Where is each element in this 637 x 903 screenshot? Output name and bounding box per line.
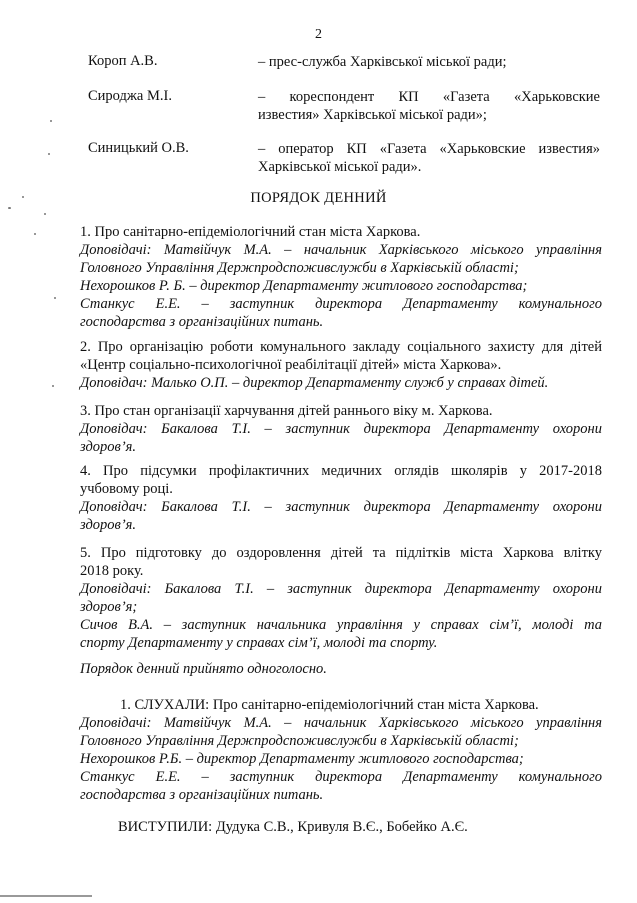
agenda-line: Доповідачі: Матвійчук М.А. – начальник Харківського міського управління [80,242,602,258]
spoke-line: ВИСТУПИЛИ: Дудука С.В., Кривуля В.Є., Бобейко А.Є. [118,819,468,835]
scan-speckle [48,153,50,155]
attendee-name: Короп А.В. [88,53,158,69]
attendee-role-line: Харківської міської ради». [258,159,422,175]
heard-line: 1. СЛУХАЛИ: Про санітарно-епідеміологічний стан міста Харкова. [120,697,539,713]
agenda-line: здоров’я; [80,599,138,615]
scan-speckle [8,207,11,209]
agenda-line: Доповідач: Бакалова Т.І. – заступник директора Департаменту охорони [80,421,602,437]
agenda-line: Доповідач: Бакалова Т.І. – заступник директора Департаменту охорони [80,499,602,515]
scan-speckle [52,385,54,387]
heard-line: Нехорошков Р.Б. – директор Департаменту житлового господарства; [80,751,524,767]
heard-section [80,696,602,804]
agenda-item [80,223,602,331]
agenda-item [80,462,602,534]
agenda-line: Нехорошков Р. Б. – директор Департаменту житлового господарства; [80,278,528,294]
scan-speckle [22,196,24,198]
agenda-item [80,338,602,392]
agenda-line: 1. Про санітарно-епідеміологічний стан міста Харкова. [80,224,421,240]
agenda-item [80,544,602,652]
attendee-name: Сироджа М.І. [88,88,172,104]
attendee-name: Синицький О.В. [88,140,189,156]
attendee-role [258,88,600,124]
scan-speckle [34,233,36,235]
agenda-line: господарства з організаційних питань. [80,314,324,330]
agenda-line: здоров’я. [80,517,137,533]
attendee-role-line: – прес-служба Харківської міської ради; [258,54,507,70]
scan-speckle [54,297,56,299]
heard-line: Доповідачі: Матвійчук М.А. – начальник Харківського міського управління [80,715,602,731]
adopted-note: Порядок денний прийнято одноголосно. [80,661,327,677]
attendee-role-line: – оператор КП «Газета «Харьковские известия» [258,141,600,157]
scan-speckle [50,120,52,122]
scan-edge [0,895,92,897]
agenda-line: 3. Про стан організації харчування дітей раннього віку м. Харкова. [80,403,493,419]
attendee-role-line: известия» Харківської міської ради»; [258,107,487,123]
agenda-line: 5. Про підготовку до оздоровлення дітей та підлітків міста Харкова влітку [80,545,602,561]
heard-line: Станкус Е.Е. – заступник директора Департаменту комунального [80,769,602,785]
agenda-title: ПОРЯДОК ДЕННИЙ [250,190,387,206]
heard-line: господарства з організаційних питань. [80,787,324,803]
agenda-line: 2. Про організацію роботи комунального закладу соціального захисту для дітей [80,339,602,355]
attendee-role [258,140,600,176]
agenda-line: 4. Про підсумки профілактичних медичних оглядів школярів у 2017-2018 [80,463,602,479]
agenda-item [80,402,602,456]
agenda-line: учбовому році. [80,481,173,497]
attendee-role-line: – кореспондент КП «Газета «Харьковские [258,89,600,105]
scan-speckle [44,213,46,215]
agenda-line: «Центр соціально-психологічної реабілітації дітей» міста Харкова». [80,357,502,373]
agenda-line: Сичов В.А. – заступник начальника управління у справах сім’ї, молоді та [80,617,602,633]
attendee-role [258,53,600,71]
agenda-line: Доповідачі: Бакалова Т.І. – заступник директора Департаменту охорони [80,581,602,597]
agenda-line: Станкус Е.Е. – заступник директора Департаменту комунального [80,296,602,312]
agenda-line: 2018 року. [80,563,144,579]
agenda-line: спорту Департаменту у справах сім’ї, молоді та спорту. [80,635,438,651]
agenda-line: Доповідач: Малько О.П. – директор Департаменту служб у справах дітей. [80,375,549,391]
page-number: 2 [315,27,322,42]
heard-line: Головного Управління Держпродспоживслужби в Харківській області; [80,733,519,749]
agenda-line: Головного Управління Держпродспоживслужби в Харківській області; [80,260,519,276]
agenda-line: здоров’я. [80,439,137,455]
